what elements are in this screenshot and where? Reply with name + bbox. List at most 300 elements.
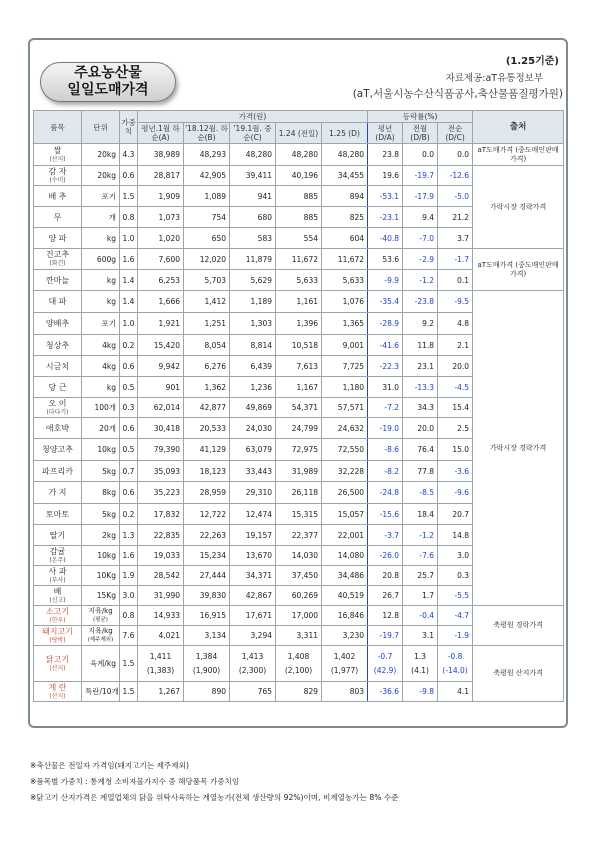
item-subname: (산지) [49,155,66,163]
header-rate-b: 전월 (D/B) [403,123,438,144]
item-name-cell [34,504,82,525]
price-a-cell: 28,542 [138,566,184,586]
price-a-cell: 38,989 [138,144,184,166]
rate-a-cell: 12.8 [368,606,403,626]
item-name-cell [34,166,82,186]
price-prev-cell: 10,518 [276,335,322,356]
unit-cell: 20kg [82,144,120,166]
rate-c-alt: (-14.0) [442,665,468,675]
unit-sub: (제주제외) [87,636,114,643]
rate-a-cell: -40.8 [368,228,403,249]
price-a-cell: 1,267 [138,682,184,702]
price-a-cell: 19,033 [138,546,184,566]
rate-c-cell: 15.4 [438,398,473,418]
price-b-cell: 12,722 [184,504,230,525]
rate-b-cell: 25.7 [403,566,438,586]
rate-b-cell: 18.4 [403,504,438,525]
price-c-cell: 34,371 [230,566,276,586]
price-b-alt: (1,900) [192,665,221,675]
weight-cell: 0.3 [120,398,138,418]
rate-a-cell: -36.6 [368,682,403,702]
weight-cell: 1.0 [120,313,138,335]
price-c-cell: 63,079 [230,439,276,461]
price-prev-cell: 11,672 [276,249,322,270]
price-c-cell: 39,411 [230,166,276,186]
weight-cell: 7.6 [120,626,138,646]
rate-c-cell: 4.1 [438,682,473,702]
item-name: 애호박 [45,423,70,433]
price-c-alt: (2,300) [238,665,267,675]
item-subname: (수미) [49,176,66,184]
weight-cell: 3.0 [120,586,138,606]
price-a-cell: 1,073 [138,207,184,228]
unit-cell: 특란/10개 [82,682,120,702]
weight-cell: 0.5 [120,377,138,398]
price-a-cell: 35,223 [138,482,184,504]
price-c-cell: 29,310 [230,482,276,504]
rate-a-cell: -19.7 [368,626,403,646]
rate-b-cell: 23.1 [403,356,438,377]
header-item: 품목 [34,111,82,144]
price-b-cell [184,646,230,682]
price-a-cell: 30,418 [138,418,184,439]
weight-cell: 1.0 [120,228,138,249]
unit-cell: 10kg [82,439,120,461]
price-c-cell: 24,030 [230,418,276,439]
item-name: 당 근 [48,382,67,392]
rate-b-cell: 9.2 [403,313,438,335]
unit-cell: 15Kg [82,586,120,606]
item-name-cell [34,546,82,566]
item-name: 감귤 [49,546,66,556]
price-a-cell: 15,420 [138,335,184,356]
price-b: 1,384 [195,651,218,661]
price-d-cell: 24,632 [322,418,368,439]
price-prev-alt: (2,100) [284,665,313,675]
price-prev-cell: 1,396 [276,313,322,335]
price-d-cell: 5,633 [322,270,368,291]
table-row [34,249,564,270]
rate-b-cell: -1.2 [403,270,438,291]
source-cell: 축평원 산지가격 [473,646,564,702]
table-row [34,291,564,313]
weight-cell: 1.6 [120,546,138,566]
price-c: 1,413 [241,651,264,661]
item-name: 닭고기 [45,654,70,664]
price-b-cell: 18,123 [184,461,230,482]
price-d-cell: 72,550 [322,439,368,461]
item-subname: (신고) [49,596,66,604]
rate-a-cell: -41.6 [368,335,403,356]
price-a-cell: 9,942 [138,356,184,377]
rate-c-cell: 20.0 [438,356,473,377]
rate-a-cell: -53.1 [368,186,403,207]
price-b-cell: 42,877 [184,398,230,418]
rate-c-cell: 14.8 [438,525,473,546]
item-name: 건고추 [45,250,70,259]
price-b-cell: 20,533 [184,418,230,439]
rate-b-cell: -13.3 [403,377,438,398]
unit-cell [82,626,120,646]
rate-c-cell: -4.7 [438,606,473,626]
rate-b-cell: -7.0 [403,228,438,249]
unit-cell: 포기 [82,313,120,335]
header-source: 출처 [473,111,564,144]
header-rate-c: 전순 (D/C) [438,123,473,144]
header-price-group: 가격(원) [138,111,368,123]
price-c-cell [230,646,276,682]
unit-cell: 5kg [82,504,120,525]
rate-b-cell: -17.9 [403,186,438,207]
rate-a-cell: -19.0 [368,418,403,439]
price-d-cell: 26,500 [322,482,368,504]
rate-c-cell: 21.2 [438,207,473,228]
price-d-cell [322,646,368,682]
rate-c-cell: -12.6 [438,166,473,186]
rate-c-cell: -4.5 [438,377,473,398]
item-name: 쌀 [53,145,62,155]
item-name-cell [34,586,82,606]
header-price-d: 1.25 (D) [322,123,368,144]
price-c-cell: 6,439 [230,356,276,377]
rate-b-cell: 1.7 [403,586,438,606]
price-prev-cell: 885 [276,186,322,207]
item-name: 무 [53,212,62,222]
item-name-cell [34,646,82,682]
unit-cell: 20개 [82,418,120,439]
rate-b-cell: -2.9 [403,249,438,270]
price-a: 1,411 [149,651,172,661]
rate-c-cell: 2.5 [438,418,473,439]
price-d-cell: 9,001 [322,335,368,356]
price-d: 1,402 [333,651,356,661]
unit-cell: 8kg [82,482,120,504]
item-name: 돼지고기 [42,626,73,636]
price-c-cell: 3,294 [230,626,276,646]
rate-a: -0.7 [377,651,393,661]
price-table-body [34,144,564,702]
source-cell: 축평원 경락가격 [473,606,564,646]
rate-a-cell: -22.3 [368,356,403,377]
item-name-cell [34,398,82,418]
unit-cell: kg [82,291,120,313]
price-prev-cell: 1,167 [276,377,322,398]
rate-b-cell: 3.1 [403,626,438,646]
item-name-cell [34,482,82,504]
rate-b-cell [403,646,438,682]
price-d-cell: 604 [322,228,368,249]
title-line-2: 일일도매가격 [67,82,149,98]
rate-c-cell: 15.0 [438,439,473,461]
price-a-cell: 901 [138,377,184,398]
price-d-cell: 1,076 [322,291,368,313]
rate-a-cell: -3.7 [368,525,403,546]
price-prev-cell: 37,450 [276,566,322,586]
rate-b-cell: -9.8 [403,682,438,702]
price-c-cell: 33,443 [230,461,276,482]
price-a-cell: 62,014 [138,398,184,418]
price-prev-cell: 48,280 [276,144,322,166]
rate-a-cell: -8.6 [368,439,403,461]
price-d-cell: 57,571 [322,398,368,418]
price-a-cell: 22,835 [138,525,184,546]
footnote: ※품목별 가중치 : 통계청 소비자물가지수 중 해당품목 가중치임 [30,777,240,786]
price-d-cell: 825 [322,207,368,228]
price-b-cell: 1,089 [184,186,230,207]
unit-cell: 10Kg [82,566,120,586]
rate-a-cell: 20.8 [368,566,403,586]
rate-c-cell: 0.3 [438,566,473,586]
price-a-cell: 79,390 [138,439,184,461]
price-b-cell: 3,134 [184,626,230,646]
weight-cell: 0.5 [120,439,138,461]
weight-cell: 0.6 [120,356,138,377]
item-name-cell [34,144,82,166]
price-c-cell: 49,869 [230,398,276,418]
price-d-cell: 803 [322,682,368,702]
rate-b-cell: -23.8 [403,291,438,313]
weight-cell: 1.4 [120,291,138,313]
rate-a-cell: -8.2 [368,461,403,482]
item-name: 소고기 [45,606,70,616]
weight-cell: 0.2 [120,335,138,356]
weight-cell: 0.6 [120,166,138,186]
rate-c-cell: -1.7 [438,249,473,270]
unit-cell: kg [82,228,120,249]
item-name: 딸기 [49,530,66,540]
price-a-alt: (1,383) [146,665,175,675]
rate-a-cell: -24.8 [368,482,403,504]
date-tag: (1.25기준) [505,56,559,67]
unit-cell: 100개 [82,398,120,418]
price-b-cell: 41,129 [184,439,230,461]
weight-cell: 0.2 [120,504,138,525]
item-name-cell [34,525,82,546]
weight-cell: 1.3 [120,525,138,546]
price-c-cell: 1,236 [230,377,276,398]
rate-a-cell: 53.6 [368,249,403,270]
price-prev: 1,408 [287,651,310,661]
rate-c-cell: 0.0 [438,144,473,166]
item-name-cell [34,566,82,586]
price-d-cell: 34,455 [322,166,368,186]
item-subname: (다다기) [46,408,69,416]
unit-cell: 10kg [82,546,120,566]
item-name-cell [34,313,82,335]
price-a-cell: 1,666 [138,291,184,313]
item-name: 시금치 [45,361,70,371]
price-prev-cell: 7,613 [276,356,322,377]
rate-b-cell: 9.4 [403,207,438,228]
rate-c-cell: 2.1 [438,335,473,356]
price-c-cell: 1,303 [230,313,276,335]
rate-a-cell: 26.7 [368,586,403,606]
rate-b-cell: -7.6 [403,546,438,566]
weight-cell: 0.6 [120,418,138,439]
rate-b-cell: 77.8 [403,461,438,482]
title-badge [40,62,176,102]
price-b-cell: 1,412 [184,291,230,313]
unit-cell: 육계/kg [82,646,120,682]
weight-cell: 4.3 [120,144,138,166]
price-b-cell: 6,276 [184,356,230,377]
rate-c-cell: -1.9 [438,626,473,646]
item-name-cell [34,291,82,313]
price-d-cell: 11,672 [322,249,368,270]
price-prev-cell: 17,000 [276,606,322,626]
rate-c-cell: -3.6 [438,461,473,482]
unit-cell: 20kg [82,166,120,186]
header-price-a: 평년.1월 하순(A) [138,123,184,144]
price-a-cell: 6,253 [138,270,184,291]
item-name-cell [34,270,82,291]
price-a-cell: 1,909 [138,186,184,207]
price-c-cell: 1,189 [230,291,276,313]
item-name-cell [34,249,82,270]
rate-b-cell: -19.7 [403,166,438,186]
price-a-cell: 1,921 [138,313,184,335]
price-prev-cell: 24,799 [276,418,322,439]
item-name: 감 자 [48,166,67,176]
footnote: ※닭고기 산지가격은 계열업체의 닭을 위탁사육하는 계열농가(전체 생산량의 92%)이며, 비계열농가는 8% 수준 [30,793,399,802]
item-name: 양배추 [45,319,70,328]
price-prev-cell: 554 [276,228,322,249]
item-name-cell [34,207,82,228]
weight-cell: 0.8 [120,207,138,228]
price-d-cell: 894 [322,186,368,207]
rate-a-cell: -9.9 [368,270,403,291]
price-prev-cell: 54,371 [276,398,322,418]
price-d-cell: 7,725 [322,356,368,377]
price-a-cell [138,646,184,682]
price-a-cell: 28,817 [138,166,184,186]
price-c-cell: 680 [230,207,276,228]
rate-b-cell: 20.0 [403,418,438,439]
item-name: 파프리카 [42,466,73,476]
item-name-cell [34,356,82,377]
item-name-cell [34,439,82,461]
price-prev-cell: 14,030 [276,546,322,566]
weight-cell: 0.6 [120,482,138,504]
unit: 지육/kg [88,626,113,635]
price-b-cell: 27,444 [184,566,230,586]
item-name: 가 지 [48,488,67,497]
rate-b-cell: -8.5 [403,482,438,504]
price-d-cell: 15,057 [322,504,368,525]
price-d-cell: 16,846 [322,606,368,626]
item-name: 계 란 [48,682,67,692]
item-subname: (부사) [49,576,66,584]
price-c-cell: 48,280 [230,144,276,166]
source-cell: aT도매가격 (중도매인판매가격) [473,144,564,166]
table-row [34,144,564,166]
header-weight: 가중치 [120,111,138,144]
rate-a-cell: -23.1 [368,207,403,228]
price-prev-cell: 40,196 [276,166,322,186]
price-b-cell: 890 [184,682,230,702]
item-name: 배 추 [48,191,67,201]
price-b-cell: 1,362 [184,377,230,398]
rate-a-cell: 31.0 [368,377,403,398]
item-name-cell [34,418,82,439]
rate-c-cell [438,646,473,682]
source-cell: 가락시장 경락가격 [473,166,564,249]
price-d-cell: 1,180 [322,377,368,398]
price-table [33,110,564,702]
item-name: 양 파 [48,233,67,243]
price-c-cell: 583 [230,228,276,249]
unit-cell: 4kg [82,356,120,377]
header-price-b: '18.12월. 하순(B) [185,124,228,142]
unit-cell: 5kg [82,461,120,482]
rate-c-cell: -9.6 [438,482,473,504]
item-name-cell [34,461,82,482]
item-name-cell [34,335,82,356]
price-prev-cell [276,646,322,682]
item-subname: (산지) [49,664,66,672]
rate-a-cell: -15.6 [368,504,403,525]
price-d-cell: 32,228 [322,461,368,482]
price-d-cell: 1,365 [322,313,368,335]
price-a-cell: 7,600 [138,249,184,270]
price-c-cell: 12,474 [230,504,276,525]
price-c-cell: 765 [230,682,276,702]
price-d-cell: 40,519 [322,586,368,606]
price-prev-cell: 60,269 [276,586,322,606]
weight-cell: 0.8 [120,606,138,626]
rate-c-cell: -5.0 [438,186,473,207]
header-price-c: '19.1월. 중순(C) [230,123,276,144]
header-rate-a: 평년 (D/A) [368,123,403,144]
price-b-cell: 5,703 [184,270,230,291]
rate-a-cell: -35.4 [368,291,403,313]
unit-cell: kg [82,270,120,291]
price-b-cell: 42,905 [184,166,230,186]
source-cell: 가락시장 경락가격 [473,291,564,606]
item-name: 청양고추 [42,445,73,454]
unit-cell [82,606,120,626]
price-b-cell: 15,234 [184,546,230,566]
weight-cell: 1.6 [120,249,138,270]
price-b-cell: 16,915 [184,606,230,626]
unit-cell: 600g [82,249,120,270]
price-d-cell: 22,001 [322,525,368,546]
header-unit: 단위 [82,111,120,144]
rate-b-cell: 76.4 [403,439,438,461]
unit-cell: kg [82,377,120,398]
header-rate-group: 등락률(%) [368,111,473,123]
unit-sub: (평균) [93,616,108,623]
price-d-cell: 48,280 [322,144,368,166]
price-a-cell: 31,990 [138,586,184,606]
unit-cell: 2kg [82,525,120,546]
rate-c-cell: 20.7 [438,504,473,525]
rate-c-cell: 3.0 [438,546,473,566]
table-row [34,606,564,626]
rate-b-cell: 34.3 [403,398,438,418]
rate-a-cell: -26.0 [368,546,403,566]
item-name-cell [34,186,82,207]
weight-cell: 0.7 [120,461,138,482]
price-d-alt: (1,977) [330,665,359,675]
source-line-1: 자료제공:aT유통정보부 [445,73,543,84]
footnote: ※축산물은 전일자 가격임(돼지고기는 제주제외) [30,761,189,770]
price-b-cell: 1,251 [184,313,230,335]
price-a-cell: 4,021 [138,626,184,646]
item-name: 배 [53,586,62,596]
rate-a-cell [368,646,403,682]
item-name: 깐마늘 [45,275,70,285]
